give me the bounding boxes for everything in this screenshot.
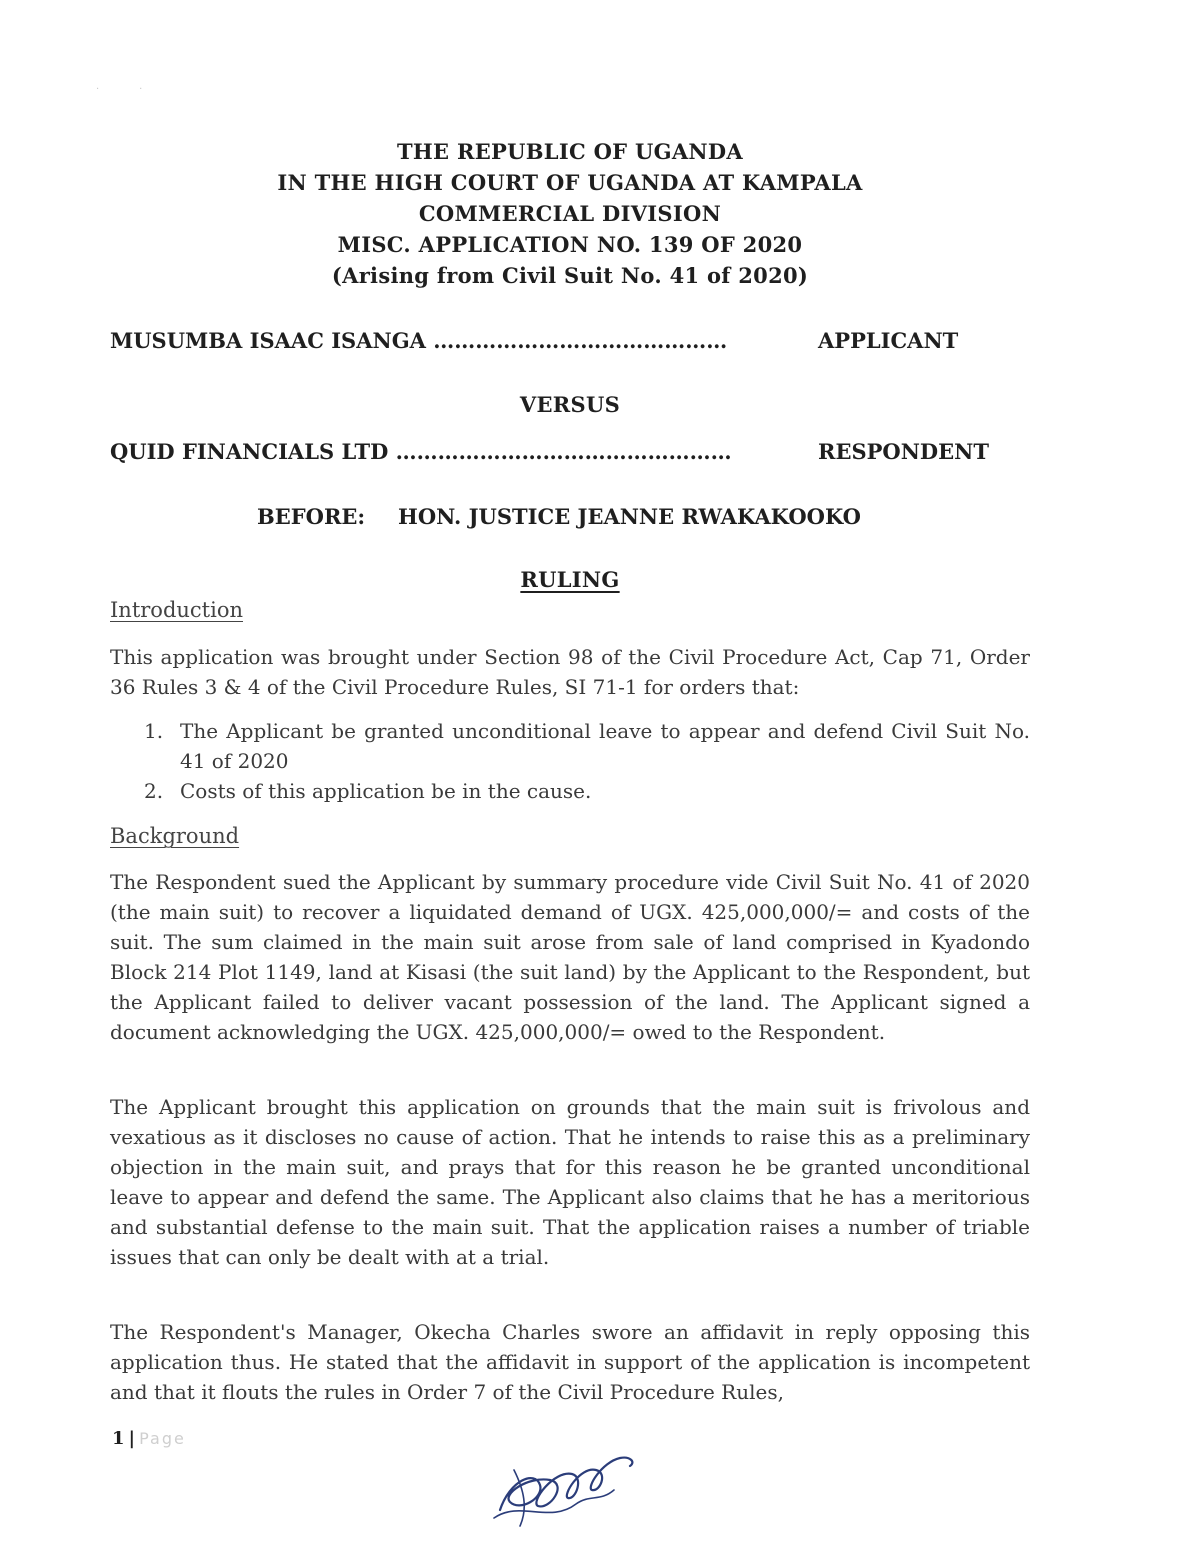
header-application-number: MISC. APPLICATION NO. 139 OF 2020 — [337, 232, 803, 257]
versus-label: VERSUS — [519, 392, 621, 417]
order-text: Costs of this application be in the cause. — [180, 779, 592, 803]
background-paragraph-3: The Respondent's Manager, Okecha Charles swore an affidavit in reply opposing this application thus. He stated that the affidavit in support of the application is incompetent and that it flouts the rules in Order 7 of the Civil Procedure Rules, — [110, 1320, 1030, 1404]
respondent-name: QUID FINANCIALS LTD ………………………………………… — [110, 439, 732, 464]
page-number: 1 — [112, 1428, 125, 1449]
applicant-role: APPLICANT — [818, 328, 959, 353]
header-republic: THE REPUBLIC OF UGANDA — [396, 139, 744, 164]
page-footer — [112, 1428, 186, 1449]
page-separator: | — [128, 1428, 136, 1449]
bench-label: BEFORE: — [257, 504, 366, 529]
bench-judge: HON. JUSTICE JEANNE RWAKAKOOKO — [398, 504, 861, 529]
order-number: 2. — [144, 779, 164, 803]
respondent-role: RESPONDENT — [818, 439, 989, 464]
page-label: Page — [139, 1429, 186, 1448]
introduction-text: This application was brought under Section 98 of the Civil Procedure Act, Cap 71, Order 36 Rules 3 & 4 of the Civil Procedure Rules, SI 71-1 for orders that: — [110, 645, 1030, 699]
order-text: The Applicant be granted unconditional leave to appear and defend Civil Suit No. 41 of 2020 — [180, 719, 1030, 773]
order-item-1 — [144, 716, 1030, 776]
scan-artifact: ·· — [96, 84, 183, 95]
order-item-2 — [144, 776, 1030, 806]
header-division: COMMERCIAL DIVISION — [418, 201, 722, 226]
order-number: 1. — [144, 719, 164, 743]
applicant-name: MUSUMBA ISAAC ISANGA …………………………………… — [110, 328, 728, 353]
background-heading: Background — [110, 824, 240, 848]
background-paragraph-2: The Applicant brought this application on grounds that the main suit is frivolous and vexatious as it discloses no cause of action. That he intends to raise this as a preliminary objection in the main suit, and prays that for this reason he be granted unconditional leave to appear and defend the same. The Applicant also claims that he has a meritorious and substantial defense to the main suit. That the application raises a number of triable issues that can only be dealt with at a trial. — [110, 1095, 1030, 1269]
signature-icon — [480, 1440, 650, 1530]
header-arising-from: (Arising from Civil Suit No. 41 of 2020) — [331, 263, 809, 288]
ruling-title — [0, 567, 1140, 592]
introduction-heading: Introduction — [110, 598, 243, 622]
ruling-title-text: RULING — [520, 567, 620, 592]
background-paragraph-1: The Respondent sued the Applicant by summary procedure vide Civil Suit No. 41 of 2020 (the main suit) to recover a liquidated demand of UGX. 425,000,000/= and costs of the suit. The sum claimed in the main suit arose from sale of land comprised in Kyadondo Block 214 Plot 1149, land at Kisasi (the suit land) by the Applicant to the Respondent, but the Applicant failed to deliver vacant possession of the land. The Applicant signed a document acknowledging the UGX. 425,000,000/= owed to the Respondent. — [110, 870, 1030, 1044]
header-court: IN THE HIGH COURT OF UGANDA AT KAMPALA — [277, 170, 863, 195]
